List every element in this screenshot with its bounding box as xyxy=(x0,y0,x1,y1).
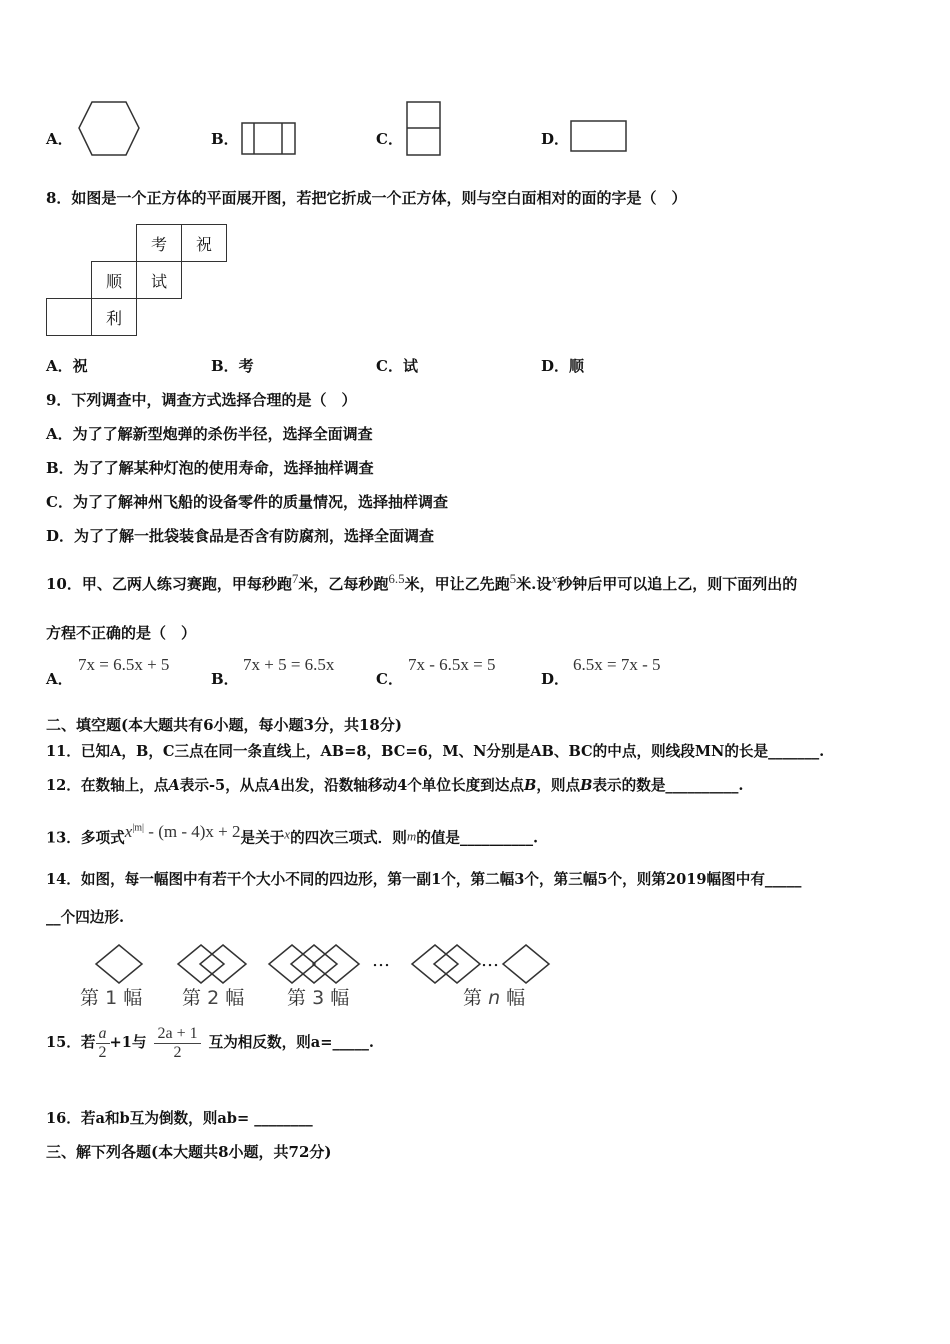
net-cell-shi: 试 xyxy=(137,262,182,299)
three-rects-row-icon xyxy=(241,122,297,156)
section-2-heading: 二、填空题(本大题共有6小题，每小题3分，共18分) xyxy=(46,716,402,734)
cube-net xyxy=(46,224,227,336)
q10-var-x: x xyxy=(551,571,558,586)
net-cell-zhu: 祝 xyxy=(182,225,227,262)
hexagon-icon xyxy=(76,100,142,158)
q9-stem: 9．下列调查中，调查方式选择合理的是（ ） xyxy=(46,391,357,409)
rhombus-1 xyxy=(96,945,142,983)
section-3-heading: 三、解下列各题(本大题共8小题，共72分) xyxy=(46,1143,332,1161)
two-rects-column-icon xyxy=(406,101,442,157)
q7-option-d-letter[interactable]: D． xyxy=(541,130,570,148)
q10-option-b-equation: 7x + 5 = 6.5x xyxy=(243,655,335,674)
q8-option-b[interactable]: B．考 xyxy=(211,357,254,375)
q14-line2: __个四边形. xyxy=(46,909,125,926)
q10-option-c-equation: 7x - 6.5x = 5 xyxy=(408,655,496,674)
q10-option-b-letter[interactable]: B． xyxy=(211,670,239,688)
q9-option-a[interactable]: A．为了了解新型炮弹的杀伤半径，选择全面调查 xyxy=(46,425,373,443)
q8-option-d[interactable]: D．顺 xyxy=(541,357,585,375)
q10-stem-line2: 方程不正确的是（ ） xyxy=(46,624,197,642)
figure-label-1: 第 1 幅 xyxy=(80,987,143,1009)
net-cell-blank xyxy=(47,299,92,336)
q10-option-c-letter[interactable]: C． xyxy=(376,670,403,688)
q10-option-a-equation: 7x = 6.5x + 5 xyxy=(78,655,170,674)
q8-option-a[interactable]: A．祝 xyxy=(46,357,88,375)
q7-option-a-letter[interactable]: A． xyxy=(46,130,73,148)
q10-option-a-letter[interactable]: A． xyxy=(46,670,73,688)
q8-stem: 8．如图是一个正方体的平面展开图，若把它折成一个正方体，则与空白面相对的面的字是（ ） xyxy=(46,189,687,207)
figure-label-3: 第 3 幅 xyxy=(287,987,350,1009)
q9-option-b[interactable]: B．为了了解某种灯泡的使用寿命，选择抽样调查 xyxy=(46,459,374,477)
rhombus-nc xyxy=(503,945,549,983)
q13-polynomial: $x^{|m|} - (m - 4)x + 2$ xyxy=(124,821,241,841)
ellipsis-2: … xyxy=(481,950,499,971)
fraction-2a-plus-1-over-2: $\frac{2a + 1}{2}$ xyxy=(154,1025,200,1062)
q12: 12．在数轴上，点A表示-5，从点A出发，沿数轴移动4个单位长度到达点B，则点B表示的数是__________. xyxy=(46,777,744,794)
q7-option-c-letter[interactable]: C． xyxy=(376,130,403,148)
q10-option-d-equation: 6.5x = 7x - 5 xyxy=(573,655,661,674)
net-cell-li: 利 xyxy=(92,299,137,336)
q16: 16．若a和b互为倒数，则ab= ________ xyxy=(46,1110,313,1127)
fraction-a-over-2: $\frac{a}{2}$ xyxy=(96,1025,110,1062)
q10-value-7: 7 xyxy=(291,571,299,586)
q10-stem-line1: 10．甲、乙两人练习赛跑，甲每秒跑$^7$米，乙每秒跑$^{6.5}$米，甲让乙先跑$^5$米.设$^x$秒钟后甲可以追上乙，则下面列出的 xyxy=(46,571,798,593)
q14-line1: 14．如图，每一幅图中有若干个大小不同的四边形，第一副1个，第二幅3个，第三幅5个，则第2019幅图中有_____ xyxy=(46,871,802,888)
ellipsis-1: … xyxy=(372,950,390,971)
q8-option-c[interactable]: C．试 xyxy=(376,357,418,375)
q9-option-d[interactable]: D．为了了解一批袋装食品是否含有防腐剂，选择全面调查 xyxy=(46,527,435,545)
net-cell-kao: 考 xyxy=(137,225,182,262)
q7-option-b-letter[interactable]: B． xyxy=(211,130,239,148)
q11: 11．已知A，B，C三点在同一条直线上，AB=8，BC=6，M、N分别是AB、BC的中点，则线段MN的长是_______. xyxy=(46,743,825,760)
q15: 15．若 $\frac{a}{2}$ +1与 $\frac{2a + 1}{2}$ 互为相反数，则a=_____. xyxy=(46,1024,375,1061)
figure-label-2: 第 2 幅 xyxy=(182,987,245,1009)
net-cell-shun: 顺 xyxy=(92,262,137,299)
q10-value-6-5: 6.5 xyxy=(388,571,405,586)
q9-option-c[interactable]: C．为了了解神州飞船的设备零件的质量情况，选择抽样调查 xyxy=(46,493,448,511)
q10-value-5: 5 xyxy=(509,571,517,586)
q10-option-d-letter[interactable]: D． xyxy=(541,670,570,688)
figure-label-n: 第 n 幅 xyxy=(463,987,526,1009)
q13: 13．多项式$x^{|m|} - (m - 4)x + 2$是关于x的四次三项式．则m的值是__________. xyxy=(46,821,539,847)
rectangle-icon xyxy=(570,120,628,154)
